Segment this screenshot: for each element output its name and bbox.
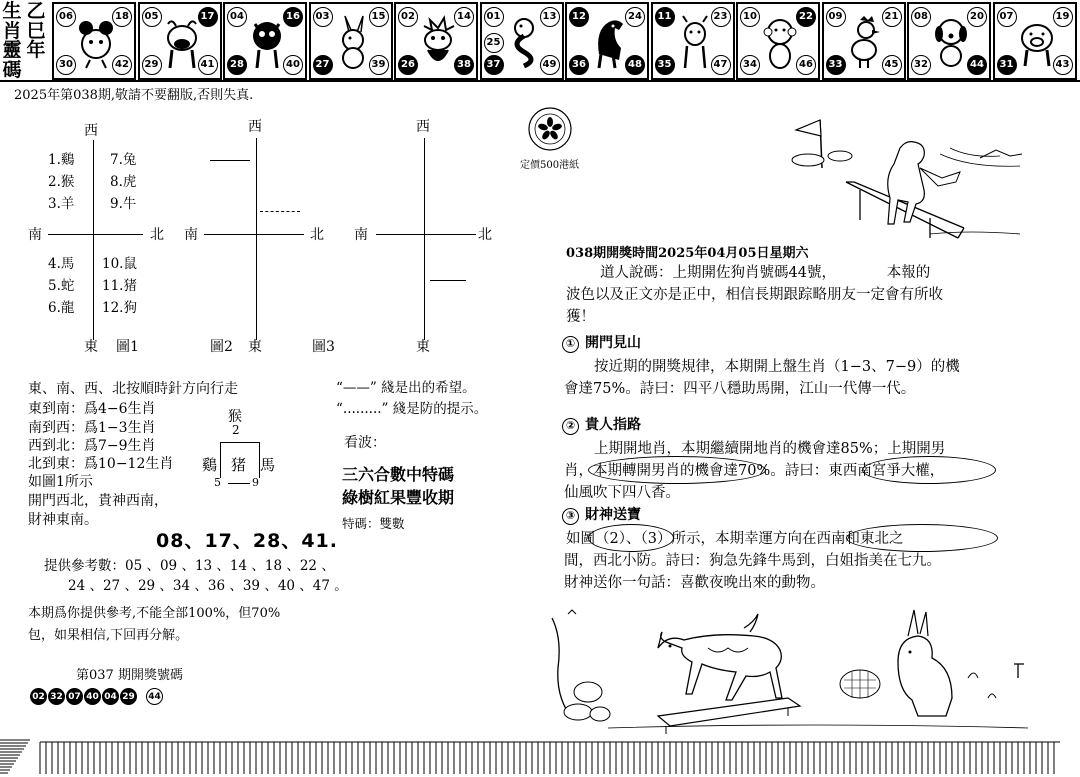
dog-icon [931,14,971,70]
zodiac-number-ball: 40 [283,55,303,75]
warning-line [260,211,300,212]
pig-icon [1017,14,1057,70]
result-ball: 07 [66,688,83,705]
compass-figure-2 [180,110,340,360]
zodiac-number-ball: 46 [796,55,816,75]
section-1-title: ① 開門見山 [562,332,641,353]
highlight-ring [846,524,998,552]
zodiac-number-ball: 35 [655,55,675,75]
section-1-line-1: 按近期的開獎規律，本期開上盤生肖（1−3、7−9）的機 [594,359,960,375]
zodiac-item: 6.龍 [48,300,75,316]
previous-draw-label: 第037 期開獎號碼 [76,668,183,683]
intro-line-3: 獲！ [566,309,595,325]
zodiac-number-ball: 19 [1053,7,1073,27]
zodiac-number-ball: 28 [227,55,247,75]
zodiac-cell [309,2,393,80]
zodiac-number-ball: 45 [882,55,902,75]
zodiac-number-ball: 38 [454,55,474,75]
zodiac-number-ball: 10 [740,7,760,27]
south-label: 南 [354,227,368,243]
zodiac-number-ball: 01 [484,7,504,27]
zodiac-number-ball: 21 [882,7,902,27]
rule-line: 如圖1所示 [28,474,93,490]
section-number: ③ [562,508,579,525]
vertical-axis [93,140,94,340]
zodiac-number-ball: 03 [313,7,333,27]
south-label: 南 [28,227,42,243]
notice-text: 2025年第038期,敬請不要翻版,否則失真. [14,88,254,103]
south-label: 南 [184,227,198,243]
highlight-ring [862,456,996,484]
zodiac-number-ball: 08 [911,7,931,27]
snake-icon [504,14,544,70]
header-label [0,2,48,80]
mini-diagram [200,406,290,492]
mini-right: 馬 [260,456,276,474]
hope-line [430,280,466,281]
monkey-icon [760,14,800,70]
zodiac-number-ball: 30 [56,55,76,75]
reference-numbers-2: 24 、27 、29 、34 、36 、39 、40 、47 。 [68,578,348,594]
intro-line-1: 道人說碼：上期開佐狗肖號碼44號， 本報的 [600,265,931,281]
zodiac-number-ball: 33 [826,55,846,75]
zodiac-cell [993,2,1077,80]
west-label: 西 [84,123,98,139]
zodiac-number-ball: 37 [484,55,504,75]
section-3-line-2: 間，西北小防。詩曰：狗急先鋒牛馬到，白姐指美在七九。 [564,553,941,569]
zodiac-item: 9.牛 [110,196,137,212]
goat-icon [675,14,715,70]
horizontal-axis [204,234,304,235]
zodiac-cell [651,2,735,80]
zodiac-number-ball: 04 [227,7,247,27]
zodiac-number-ball: 47 [711,55,731,75]
note-line-1: 本期爲你提供參考,不能全部100%，但70% [28,606,281,621]
zodiac-number-ball: 16 [283,7,303,27]
zodiac-cell [480,2,564,80]
special-number: 特碼：雙數 [342,516,405,531]
mini-two: 2 [232,423,240,437]
zodiac-number-ball: 27 [313,55,333,75]
section-number: ① [562,336,579,353]
zodiac-number-ball: 26 [398,55,418,75]
zodiac-item: 5.蛇 [48,278,75,294]
dog-rabbit-illustration [548,608,1048,736]
zodiac-item: 3.羊 [48,196,75,212]
zodiac-number-ball: 07 [997,7,1017,27]
zodiac-number-ball: 12 [569,7,589,27]
dragon-icon [418,14,458,70]
zodiac-number-ball: 02 [398,7,418,27]
section-2-line-2: 肖，本期轉開男肖的機會達70%。詩曰：東西南宮爭大權， [564,463,945,479]
section-2-line-3: 仙風吹下四八香。 [564,485,680,501]
zodiac-number-ball: 31 [997,55,1017,75]
zodiac-number-ball: 20 [967,7,987,27]
zodiac-number-ball: 23 [711,7,731,27]
result-ball: 32 [48,688,65,705]
year-label: 乙 巳 年 [26,0,46,61]
zodiac-number-ball: 43 [1053,55,1073,75]
rabbit-icon [333,14,373,70]
zodiac-cell [138,2,222,80]
zodiac-cell [223,2,307,80]
rule-line: 北到東：爲10−12生肖 [28,456,174,472]
zodiac-number-ball: 32 [911,55,931,75]
mini-center: 猪 [231,456,247,474]
rule-line: 西到北：爲7−9生肖 [28,438,156,454]
zodiac-cell [907,2,991,80]
ox-icon [162,14,202,70]
fig1-caption: 圖1 [116,339,139,355]
rule-line: 東到南：爲4−6生肖 [28,401,156,417]
hope-line [210,160,250,161]
zodiac-number-ball: 29 [142,55,162,75]
compass-figure-1 [0,110,180,360]
watch-label: 看波： [344,435,386,451]
bottom-ruler [0,738,1080,777]
section-1-line-2: 會達75%。詩曰：四平八穩助馬開，江山一代傳一代。 [564,381,916,397]
vertical-axis [424,138,425,340]
mini-left: 鷄 [202,456,218,474]
traveler-illustration [780,108,1030,240]
zodiac-number-ball: 44 [967,55,987,75]
zodiac-header [0,0,1080,82]
section-2-title: ② 貴人指路 [562,414,641,435]
main-picks: 08、17、28、41. [156,530,338,552]
zodiac-number-ball: 42 [112,55,132,75]
horizontal-axis [48,234,143,235]
zodiac-number-ball: 15 [369,7,389,27]
zodiac-number-ball: 39 [369,55,389,75]
rule-line: 南到西：爲1−3生肖 [28,420,156,436]
section-3-line-3: 財神送你一句話：喜歡夜晚出來的動物。 [564,575,825,591]
rule-line: 東、南、西、北按順時針方向行走 [28,381,238,397]
zodiac-number-ball: 36 [569,55,589,75]
fig3-caption: 圖3 [312,339,335,355]
zodiac-item: 1.鷄 [48,152,75,168]
zodiac-number-ball: 41 [198,55,218,75]
result-ball: 29 [120,688,137,705]
mini-line [228,483,250,484]
title-label: 生 肖 靈 碼 [2,0,22,81]
zodiac-item: 4.馬 [48,256,75,272]
north-label: 北 [478,227,492,243]
north-label: 北 [150,227,164,243]
compass-figure-3 [350,110,500,360]
zodiac-number-ball: 17 [198,7,218,27]
section-3-title: ③ 財神送寶 [562,504,641,525]
rooster-icon [846,14,886,70]
west-label: 西 [416,119,430,135]
rule-line: 開門西北，貴神西南， [28,493,168,509]
result-ball: 02 [30,688,47,705]
mini-top: 猴 [228,409,242,425]
tiger-icon [247,14,287,70]
mini-five: 5 [214,476,221,489]
zodiac-cell [736,2,820,80]
fig2-caption: 圖2 [210,339,233,355]
zodiac-number-ball: 49 [540,55,560,75]
zodiac-number-ball: 22 [796,7,816,27]
previous-draw-balls [30,684,164,705]
intro-line-2: 波色以及正文亦是正中，相信長期跟踪略朋友一定會有所收 [566,287,943,303]
zodiac-item: 2.猴 [48,174,75,190]
north-label: 北 [310,227,324,243]
highlight-ring [588,456,766,484]
zodiac-number-ball: 34 [740,55,760,75]
price-label: 定價500港紙 [520,160,580,171]
special-ball: 44 [146,688,163,705]
east-label: 東 [416,339,430,355]
horse-icon [589,14,629,70]
zodiac-cell [565,2,649,80]
zodiac-number-ball: 18 [112,7,132,27]
reference-numbers-1: 提供參考數：05 、09 、13 、14 、18 、22 、 [44,558,335,574]
section-3-line-1: 如圖（2）、（3）所示，本期幸運方向在西南和東北之 [566,531,904,547]
watch-line-1: 三六合數中特碼 [342,465,455,484]
zodiac-number-ball: 11 [655,7,675,27]
highlight-ring [588,524,674,552]
section-number: ② [562,418,579,435]
east-label: 東 [248,339,262,355]
zodiac-number-ball: 48 [625,55,645,75]
publisher-seal [527,106,573,152]
zodiac-cell [822,2,906,80]
zodiac-number-ball: 13 [540,7,560,27]
zodiac-number-ball: 06 [56,7,76,27]
zodiac-item: 12.狗 [102,300,137,316]
zodiac-number-ball: 25 [484,33,504,53]
legend-hope: “——” 綫是出的希望。 [336,380,476,396]
vertical-axis [256,138,257,340]
note-line-2: 包，如果相信,下回再分解。 [28,628,189,643]
draw-date: 038期開獎時間2025年04月05日星期六 [566,246,809,261]
zodiac-item: 7.兔 [110,152,137,168]
rat-icon [76,14,116,70]
zodiac-cell [52,2,136,80]
east-label: 東 [84,339,98,355]
west-label: 西 [248,119,262,135]
section-2-line-1: 上期開地肖，本期繼續開地肖的機會達85%；上期開男 [594,441,946,457]
mini-nine: 9 [252,476,259,489]
zodiac-item: 10.鼠 [102,256,137,272]
zodiac-item: 8.虎 [110,174,137,190]
result-ball: 04 [102,688,119,705]
zodiac-item: 11.猪 [102,278,137,294]
rule-line: 財神東南。 [28,512,98,528]
result-ball: 40 [84,688,101,705]
zodiac-number-ball: 09 [826,7,846,27]
horizontal-axis [376,234,476,235]
zodiac-number-ball: 14 [454,7,474,27]
zodiac-cell [394,2,478,80]
zodiac-number-ball: 05 [142,7,162,27]
zodiac-number-ball: 24 [625,7,645,27]
legend-warning: “.........” 綫是防的提示。 [336,401,488,417]
watch-line-2: 綠樹紅果豐收期 [342,488,455,507]
